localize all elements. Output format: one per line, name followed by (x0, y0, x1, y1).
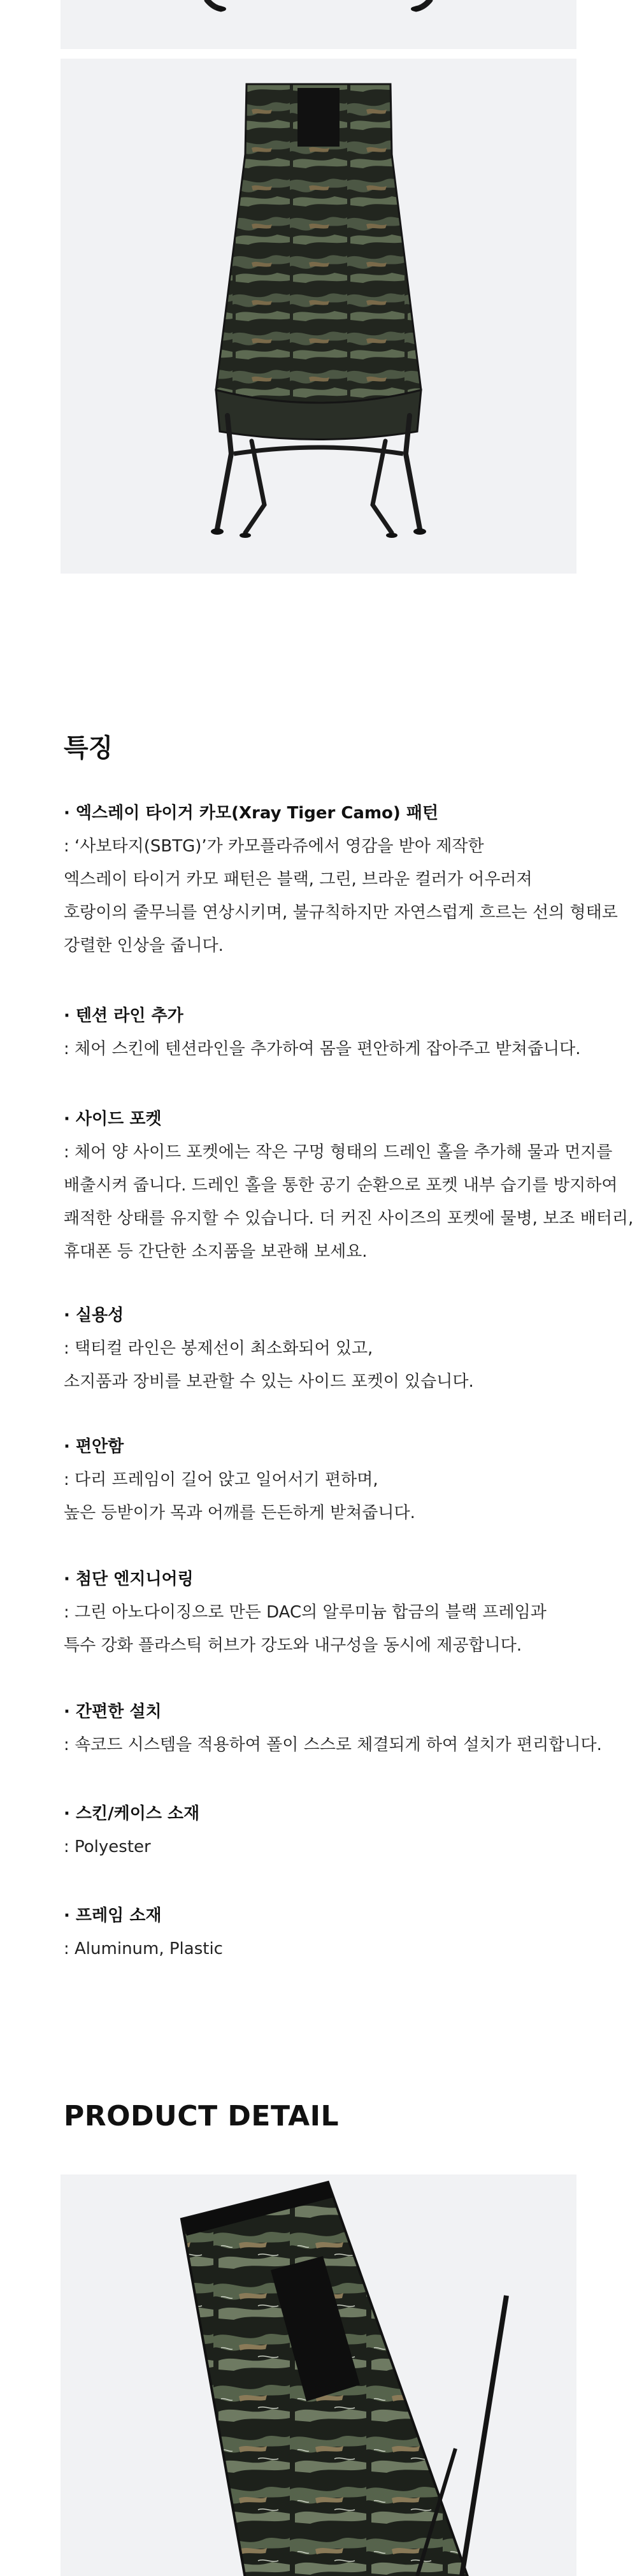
feature-side-pocket (64, 1103, 634, 1268)
feature-text: : Aluminum, Plastic (64, 1939, 223, 1958)
feature-pattern (64, 797, 624, 962)
feature-heading: · 텐션 라인 추가 (64, 1006, 183, 1025)
feature-frame-material (64, 1899, 624, 1965)
feature-text: 배출시켜 줍니다. 드레인 홀을 통한 공기 순환으로 포켓 내부 습기를 방지하여 (64, 1176, 618, 1195)
feature-heading: · 엑스레이 타이거 카모(Xray Tiger Camo) 패턴 (64, 804, 439, 823)
feature-heading: · 편안함 (64, 1437, 124, 1456)
feature-heading: · 첨단 엔지니어링 (64, 1570, 194, 1589)
feature-text: : 체어 스킨에 텐션라인을 추가하여 몸을 편안하게 잡아주고 받쳐줍니다. (64, 1039, 581, 1059)
product-detail-title: PRODUCT DETAIL (64, 2100, 340, 2132)
feature-heading: · 사이드 포켓 (64, 1110, 162, 1129)
feature-text: 소지품과 장비를 보관할 수 있는 사이드 포켓이 있습니다. (64, 1372, 474, 1391)
feature-text: 쾌적한 상태를 유지할 수 있습니다. 더 커진 사이즈의 포켓에 물병, 보조 배터리, (64, 1209, 634, 1228)
feature-heading: · 프레임 소재 (64, 1906, 162, 1925)
features-title: 특징 (64, 734, 113, 763)
feature-text: : Polyester (64, 1837, 151, 1856)
product-detail-photo (61, 2174, 576, 2576)
feature-comfort (64, 1430, 624, 1530)
feature-engineering (64, 1563, 624, 1662)
feature-text: : 택티컬 라인은 봉제선이 최소화되어 있고, (64, 1339, 373, 1358)
feature-text: : 쇽코드 시스템을 적용하여 폴이 스스로 체결되게 하여 설치가 편리합니다. (64, 1735, 602, 1755)
feature-skin-material (64, 1797, 624, 1863)
feature-heading: · 간편한 설치 (64, 1702, 162, 1721)
feature-text: 높은 등받이가 목과 어깨를 든든하게 받쳐줍니다. (64, 1503, 415, 1523)
feature-text: : 다리 프레임이 길어 앉고 일어서기 편하며, (64, 1470, 378, 1489)
product-photo-top (61, 0, 576, 49)
feature-text: : ‘사보타지(SBTG)’가 카모플라쥬에서 영감을 받아 제작한 (64, 837, 484, 856)
feature-easy-setup (64, 1695, 624, 1762)
feature-heading: · 실용성 (64, 1306, 124, 1325)
feature-text: 강렬한 인상을 줍니다. (64, 936, 224, 955)
feature-text: 특수 강화 플라스틱 허브가 강도와 내구성을 동시에 제공합니다. (64, 1636, 522, 1655)
chair-illustration (61, 59, 576, 574)
feature-text: : 그린 아노다이징으로 만든 DAC의 알루미늄 합금의 블랙 프레임과 (64, 1603, 547, 1622)
feature-text: 엑스레이 타이거 카모 패턴은 블랙, 그린, 브라운 컬러가 어우러져 (64, 870, 533, 889)
feature-text: 휴대폰 등 간단한 소지품을 보관해 보세요. (64, 1242, 368, 1261)
feature-heading: · 스킨/케이스 소재 (64, 1804, 200, 1823)
feature-tension-line (64, 999, 624, 1066)
feature-text: 호랑이의 줄무늬를 연상시키며, 불규칙하지만 자연스럽게 흐르는 선의 형태로 (64, 903, 618, 922)
feature-practicality (64, 1299, 624, 1398)
chair-legs-illustration (61, 0, 576, 49)
chair-detail-illustration (61, 2174, 576, 2576)
product-photo-chair-back (61, 59, 576, 574)
feature-text: : 체어 양 사이드 포켓에는 작은 구멍 형태의 드레인 홀을 추가해 물과 먼지를 (64, 1143, 613, 1162)
